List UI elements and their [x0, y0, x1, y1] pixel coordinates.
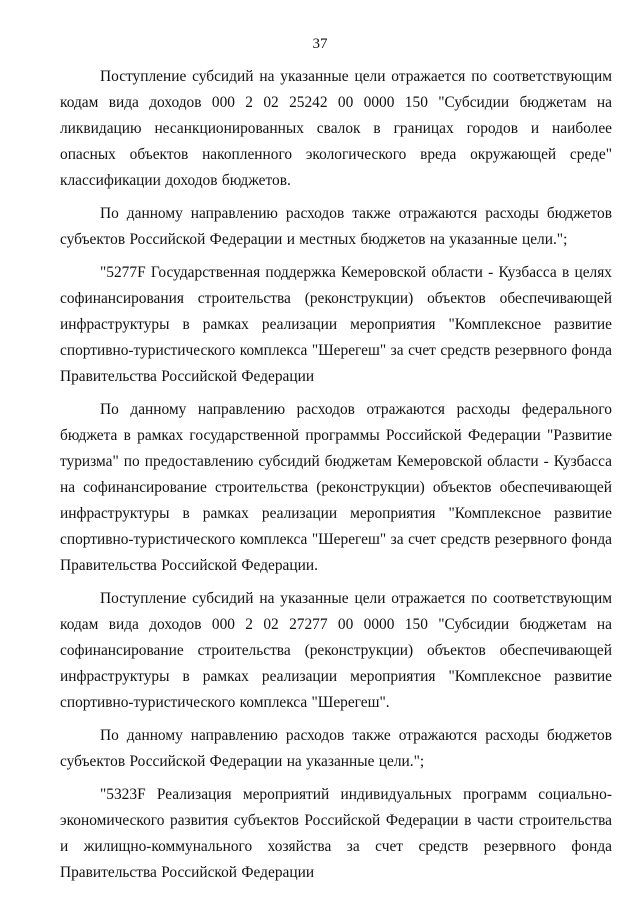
paragraph: "5277F Государственная поддержка Кемеровской области - Кузбасса в целях софинансирования строительства (реконструкции) объектов обеспечивающей инфраструктуры в рамках реализации мероприятия "Комплексное развитие спортивно-туристического комплекса "Шерегеш" за счет средств резервного фонда Правительства Российской Федерации: [60, 264, 612, 385]
paragraph: "5323F Реализация мероприятий индивидуальных программ социально-экономического развития субъектов Российской Федерации в части строительства и жилищно-коммунального хозяйства за счет средств резервного фонда Правительства Российской Федерации: [60, 786, 612, 881]
paragraph: По данному направлению расходов также отражаются расходы бюджетов субъектов Российской Федерации и местных бюджетов на указанные цели.";: [60, 205, 612, 248]
paragraph: Поступление субсидий на указанные цели отражается по соответствующим кодам вида доходов 000 2 02 25242 00 0000 150 "Субсидии бюджетам на ликвидацию несанкционированных свалок в границах городов и наиболее опасных объектов накопленного экологического вреда окружающей среде" классификации доходов бюджетов.: [60, 68, 612, 189]
paragraph: Поступление субсидий на указанные цели отражается по соответствующим кодам вида доходов 000 2 02 27277 00 0000 150 "Субсидии бюджетам на софинансирование строительства (реконструкции) объектов обеспечивающей инфраструктуры в рамках реализации мероприятия "Комплексное развитие спортивно-туристического комплекса "Шерегеш".: [60, 590, 612, 711]
paragraph: По данному направлению расходов также отражаются расходы бюджетов субъектов Российской Федерации на указанные цели.";: [60, 727, 612, 770]
paragraph: По данному направлению расходов отражаются расходы федерального бюджета в рамках государственной программы Российской Федерации "Развитие туризма" по предоставлению субсидий бюджетам Кемеровской области - Кузбасса на софинансирование строительства (реконструкции) объектов обеспечивающей инфраструктуры в рамках реализации мероприятия "Комплексное развитие спортивно-туристического комплекса "Шерегеш" за счет средств резервного фонда Правительства Российской Федерации.: [60, 401, 612, 574]
document-body: [60, 64, 612, 886]
page-number: 37: [312, 36, 328, 52]
